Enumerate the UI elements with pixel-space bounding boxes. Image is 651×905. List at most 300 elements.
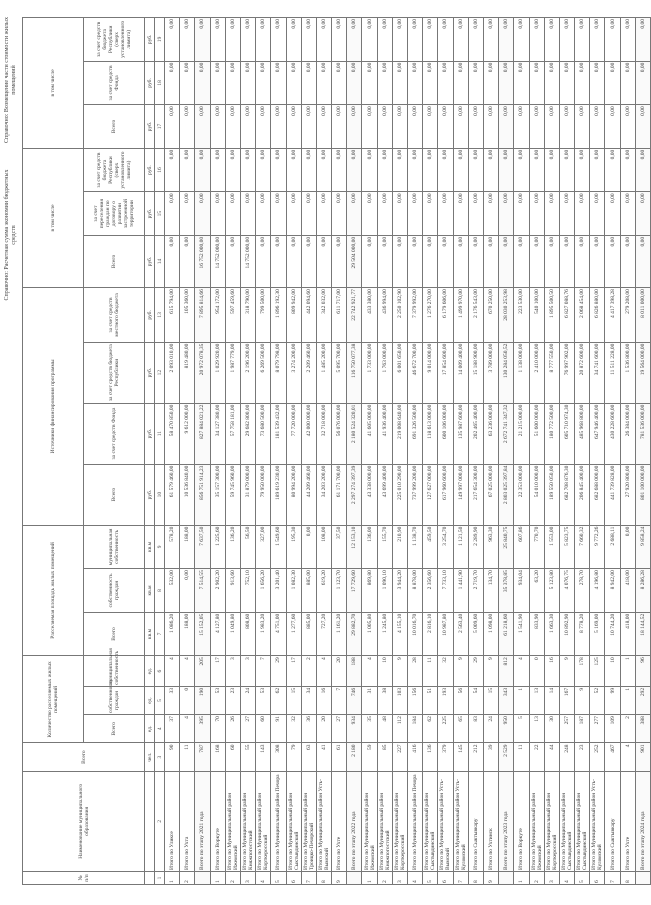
value-cell: 0,00 bbox=[620, 61, 635, 105]
value-cell: 0,00 bbox=[605, 105, 620, 149]
value-cell: 0,00 bbox=[240, 148, 255, 192]
value-cell: 0,00 bbox=[362, 18, 377, 62]
municipality-name: Всего по этапу 2023 года bbox=[499, 771, 514, 871]
value-cell: 963,30 bbox=[483, 525, 498, 569]
value-cell: 605 710 974,30 bbox=[559, 403, 574, 464]
value-cell: 0,00 bbox=[165, 235, 180, 287]
value-cell: 0,00 bbox=[316, 105, 331, 149]
value-cell: 17 854 600,00 bbox=[438, 342, 453, 403]
value-cell: 0,00 bbox=[453, 18, 468, 62]
value-cell: 0,00 bbox=[590, 61, 605, 105]
table-row bbox=[438, 18, 453, 885]
value-cell: 134,70 bbox=[483, 569, 498, 613]
column-number-cell: 2 bbox=[155, 771, 165, 871]
value-cell: 0,00 bbox=[271, 192, 286, 236]
value-cell: 10 bbox=[377, 656, 392, 687]
value-cell: 4 417 398,28 bbox=[605, 288, 620, 342]
value-cell: 0,00 bbox=[180, 18, 195, 62]
value-cell: 39 bbox=[483, 743, 498, 771]
value-cell: 125 bbox=[590, 656, 605, 687]
municipality-name: Итого по Муниципальный район Сыктывдинский bbox=[559, 771, 574, 871]
value-cell: 0,00 bbox=[605, 18, 620, 62]
row-number: 4 bbox=[408, 871, 423, 884]
value-cell: 0,00 bbox=[453, 235, 468, 287]
value-cell: 885,00 bbox=[301, 612, 316, 656]
value-cell: 0,00 bbox=[635, 148, 650, 192]
value-cell: 0,00 bbox=[559, 18, 574, 62]
row-number: 4 bbox=[256, 871, 271, 884]
value-cell: 0,00 bbox=[195, 105, 210, 149]
value-cell: 14 752 000,00 bbox=[210, 235, 225, 287]
finance-local-header: за счет средств местного бюджета bbox=[84, 288, 145, 342]
value-cell: 0,00 bbox=[332, 105, 347, 149]
value-cell: 7 bbox=[332, 686, 347, 714]
value-cell: 90 bbox=[165, 743, 180, 771]
value-cell: 14 bbox=[544, 686, 559, 714]
column-number-cell: 16 bbox=[155, 148, 165, 192]
value-cell: 0,00 bbox=[499, 61, 514, 105]
value-cell: 7 bbox=[256, 656, 271, 687]
value-cell: 727,20 bbox=[316, 612, 331, 656]
value-cell: 63 bbox=[301, 743, 316, 771]
saving-group-header: в том числе bbox=[23, 148, 84, 287]
count-own-header: собственность граждан bbox=[84, 686, 145, 714]
value-cell: 6 827 088,76 bbox=[559, 288, 574, 342]
value-cell: 0,00 bbox=[210, 105, 225, 149]
municipality-name: Итого по Муниципальный район Печора bbox=[271, 771, 286, 871]
value-cell: 0,00 bbox=[483, 148, 498, 192]
row-number: 3 bbox=[392, 871, 407, 884]
value-cell: 227 bbox=[392, 743, 407, 771]
value-cell: 0,00 bbox=[559, 235, 574, 287]
value-cell: 0,00 bbox=[559, 192, 574, 236]
value-cell: 869,80 bbox=[362, 569, 377, 613]
row-number: 8 bbox=[620, 871, 635, 884]
row-number: 8 bbox=[468, 871, 483, 884]
value-cell: 205 bbox=[195, 656, 210, 687]
value-cell: 91 bbox=[271, 715, 286, 743]
value-cell: 0,00 bbox=[620, 235, 635, 287]
row-number: 1 bbox=[210, 871, 225, 884]
row-number: 5 bbox=[575, 871, 590, 884]
value-cell: 3 bbox=[225, 656, 240, 687]
value-cell: 0,00 bbox=[301, 235, 316, 287]
value-cell: 4 bbox=[180, 715, 195, 743]
value-cell: 737 999 200,00 bbox=[408, 464, 423, 525]
value-cell: 1 541,90 bbox=[514, 612, 529, 656]
column-number-cell: 6 bbox=[155, 656, 165, 687]
value-cell: 41 936 400,00 bbox=[377, 403, 392, 464]
value-cell: 0,00 bbox=[635, 235, 650, 287]
value-cell: 4 076,75 bbox=[559, 569, 574, 613]
value-cell: 189 619 230,00 bbox=[271, 464, 286, 525]
value-cell: 2 bbox=[620, 715, 635, 743]
value-cell: 0,00 bbox=[256, 192, 271, 236]
value-cell: 0,00 bbox=[438, 192, 453, 236]
value-cell: 99 bbox=[605, 686, 620, 714]
value-cell: 184 bbox=[408, 715, 423, 743]
municipality-name: Итого по Муниципальный район Усть-Куломский bbox=[453, 771, 468, 871]
value-cell: 3 944,20 bbox=[392, 569, 407, 613]
value-cell: 53 bbox=[256, 686, 271, 714]
value-cell: 2 688,11 bbox=[605, 525, 620, 569]
finance-total-header: Всего bbox=[84, 464, 145, 525]
value-cell: 0,00 bbox=[438, 148, 453, 192]
value-cell: 0,00 bbox=[408, 61, 423, 105]
value-cell: 3 201,40 bbox=[271, 569, 286, 613]
value-cell: 0,00 bbox=[256, 18, 271, 62]
value-cell: 225 010 290,00 bbox=[392, 464, 407, 525]
municipality-name: Итого по Уликсе bbox=[165, 771, 180, 871]
value-cell: 615 794,00 bbox=[165, 288, 180, 342]
value-cell: 29 bbox=[468, 656, 483, 687]
column-number-cell: 11 bbox=[155, 403, 165, 464]
value-cell: 0,00 bbox=[301, 148, 316, 192]
value-cell: 10 bbox=[605, 656, 620, 687]
value-cell: 0,00 bbox=[605, 192, 620, 236]
municipality-name: Итого по Муниципальный район Сыктывдинский bbox=[575, 771, 590, 871]
value-cell: 0,00 bbox=[635, 61, 650, 105]
value-cell: 0,00 bbox=[392, 235, 407, 287]
value-cell: 1 983,20 bbox=[256, 612, 271, 656]
table-row bbox=[453, 18, 468, 885]
value-cell: 0,00 bbox=[240, 192, 255, 236]
value-cell: 187 bbox=[575, 715, 590, 743]
municipality-name: Итого по Муниципальный район Усть-Куломский bbox=[590, 771, 605, 871]
value-cell: 180 772 500,00 bbox=[544, 403, 559, 464]
value-cell: 8 011 000,00 bbox=[635, 288, 650, 342]
value-cell: 41 605 000,00 bbox=[362, 403, 377, 464]
value-cell: 0,00 bbox=[332, 61, 347, 105]
value-cell: 0,00 bbox=[514, 18, 529, 62]
value-cell: 0,00 bbox=[423, 105, 438, 149]
value-cell: 0,00 bbox=[347, 18, 362, 62]
value-cell: 20 bbox=[316, 715, 331, 743]
value-cell: 14 752 000,00 bbox=[240, 235, 255, 287]
value-cell: 0,00 bbox=[286, 148, 301, 192]
unit-cell: руб. bbox=[145, 464, 155, 525]
value-cell: 0,00 bbox=[301, 18, 316, 62]
reference2-group-caption: Справочно: Возмещение части стоимости жилых помещений bbox=[4, 17, 17, 143]
value-cell: 22 bbox=[529, 743, 544, 771]
value-cell: 0,00 bbox=[423, 148, 438, 192]
value-cell: 2 356,60 bbox=[423, 569, 438, 613]
value-cell: 0,00 bbox=[620, 525, 635, 569]
value-cell: 2 902,20 bbox=[210, 569, 225, 613]
value-cell: 1 121,50 bbox=[453, 525, 468, 569]
row-number: 7 bbox=[453, 871, 468, 884]
value-cell: 809 942,00 bbox=[286, 288, 301, 342]
value-cell: 210,90 bbox=[392, 525, 407, 569]
value-cell: 37,50 bbox=[332, 525, 347, 569]
value-cell: 7 379 992,00 bbox=[408, 288, 423, 342]
value-cell: 0,00 bbox=[438, 235, 453, 287]
value-cell: 0,00 bbox=[408, 105, 423, 149]
value-cell: 418,00 bbox=[620, 612, 635, 656]
value-cell: 53 bbox=[210, 686, 225, 714]
value-cell: 6 826 880,00 bbox=[590, 288, 605, 342]
unit-cell: руб. bbox=[145, 105, 155, 149]
row-number: 7 bbox=[301, 871, 316, 884]
row-number: 8 bbox=[316, 871, 331, 884]
value-cell: 16 bbox=[544, 656, 559, 687]
value-cell: 219 008 640,00 bbox=[392, 403, 407, 464]
value-cell: 252 bbox=[590, 743, 605, 771]
value-cell: 31 879 000,00 bbox=[240, 464, 255, 525]
value-cell: 51 600 000,00 bbox=[529, 403, 544, 464]
column-number-cell: 9 bbox=[155, 525, 165, 569]
value-cell: 15 152,05 bbox=[195, 612, 210, 656]
value-cell: 33 bbox=[165, 686, 180, 714]
value-cell: 0,00 bbox=[165, 192, 180, 236]
value-cell: 1 245,80 bbox=[377, 612, 392, 656]
value-cell: 23 bbox=[225, 686, 240, 714]
value-cell: 21 215 000,00 bbox=[514, 403, 529, 464]
value-cell: 67 025 000,00 bbox=[483, 464, 498, 525]
value-cell: 418,00 bbox=[620, 569, 635, 613]
value-cell: 62 bbox=[271, 686, 286, 714]
value-cell: 2 297 274 397,39 bbox=[347, 464, 362, 525]
unit-cell: руб. bbox=[145, 61, 155, 105]
value-cell: 540 100,00 bbox=[529, 288, 544, 342]
value-cell: 799 500,00 bbox=[256, 288, 271, 342]
value-cell: 0,00 bbox=[514, 148, 529, 192]
value-cell: 17 bbox=[210, 656, 225, 687]
row-number: 5 bbox=[423, 871, 438, 884]
value-cell: 103 bbox=[392, 686, 407, 714]
value-cell: 833,90 bbox=[529, 612, 544, 656]
value-cell: 1 276 270,00 bbox=[423, 288, 438, 342]
value-cell: 2 180 524 320,01 bbox=[347, 403, 362, 464]
column-number-cell: 8 bbox=[155, 569, 165, 613]
value-cell: 30 bbox=[544, 715, 559, 743]
value-cell: 0,00 bbox=[590, 235, 605, 287]
value-cell: 2 068 454,00 bbox=[575, 288, 590, 342]
col-no-header: № п/п bbox=[23, 871, 145, 884]
value-cell: 0,00 bbox=[240, 105, 255, 149]
value-cell: 0,00 bbox=[301, 192, 316, 236]
value-cell: 8 878,00 bbox=[408, 569, 423, 613]
value-cell: 20 972 078,35 bbox=[195, 342, 210, 403]
value-cell: 0,00 bbox=[225, 105, 240, 149]
value-cell: 0,00 bbox=[165, 18, 180, 62]
value-cell: 1 225,60 bbox=[210, 525, 225, 569]
value-cell: 34 127 380,00 bbox=[210, 403, 225, 464]
table-row bbox=[423, 18, 438, 885]
table-row bbox=[271, 18, 286, 885]
value-cell: 20 bbox=[332, 656, 347, 687]
value-cell: 343 bbox=[499, 686, 514, 714]
value-cell: 2 093 010,00 bbox=[165, 342, 180, 403]
value-cell: 0,00 bbox=[559, 105, 574, 149]
value-cell: 0,00 bbox=[286, 61, 301, 105]
value-cell: 0,00 bbox=[605, 235, 620, 287]
value-cell: 27 bbox=[240, 715, 255, 743]
value-cell: 0,00 bbox=[575, 105, 590, 149]
value-cell: 0,00 bbox=[514, 61, 529, 105]
value-cell: 188,00 bbox=[180, 525, 195, 569]
value-cell: 36 bbox=[301, 715, 316, 743]
value-cell: 379 bbox=[438, 743, 453, 771]
table-row bbox=[392, 18, 407, 885]
value-cell: 96 bbox=[635, 656, 650, 687]
value-cell: 0,00 bbox=[225, 192, 240, 236]
value-cell: 10 987,80 bbox=[438, 612, 453, 656]
municipality-name: Итого по Муниципальный район Корткеросский bbox=[256, 771, 271, 871]
column-number-cell: 18 bbox=[155, 61, 165, 105]
table-row bbox=[286, 18, 301, 885]
value-cell: 15 bbox=[483, 686, 498, 714]
value-cell: 28 030 253,98 bbox=[499, 288, 514, 342]
value-cell: 0,00 bbox=[408, 235, 423, 287]
value-cell: 2 410 000,00 bbox=[529, 342, 544, 403]
value-cell: 0,00 bbox=[438, 105, 453, 149]
value-cell: 485 968 800,00 bbox=[575, 403, 590, 464]
value-cell: 34 203 200,00 bbox=[316, 464, 331, 525]
value-cell: 9 612 000,00 bbox=[180, 403, 195, 464]
value-cell: 0,00 bbox=[165, 148, 180, 192]
value-cell: 0,00 bbox=[392, 192, 407, 236]
value-cell: 0,00 bbox=[559, 148, 574, 192]
value-cell: 0,00 bbox=[165, 105, 180, 149]
value-cell: 600 106 000,00 bbox=[438, 403, 453, 464]
value-cell: 0,00 bbox=[362, 192, 377, 236]
value-cell: 25 840,75 bbox=[499, 525, 514, 569]
value-cell: 136,20 bbox=[225, 525, 240, 569]
value-cell: 1 656,20 bbox=[256, 569, 271, 613]
value-cell: 35 157 300,00 bbox=[210, 464, 225, 525]
comp-total-header: Всего bbox=[84, 105, 145, 149]
value-cell: 1 895 500,50 bbox=[544, 288, 559, 342]
value-cell: 9 bbox=[559, 656, 574, 687]
value-cell: 0,00 bbox=[544, 148, 559, 192]
value-cell: 0,00 bbox=[377, 61, 392, 105]
value-cell: 43 338 000,00 bbox=[362, 464, 377, 525]
value-cell: 4 bbox=[362, 656, 377, 687]
value-cell: 29 bbox=[271, 656, 286, 687]
value-cell: 6 269 500,00 bbox=[256, 342, 271, 403]
value-cell: 9 772,26 bbox=[590, 525, 605, 569]
value-cell: 155,70 bbox=[377, 525, 392, 569]
value-cell: 1 553,00 bbox=[544, 525, 559, 569]
value-cell: 0,00 bbox=[195, 18, 210, 62]
value-cell: 26 384 000,00 bbox=[620, 403, 635, 464]
value-cell: 1 485 200,00 bbox=[316, 342, 331, 403]
value-cell: 808,60 bbox=[240, 612, 255, 656]
value-cell: 167 bbox=[559, 686, 574, 714]
value-cell: 0,00 bbox=[590, 192, 605, 236]
unit-cell: руб. bbox=[145, 18, 155, 62]
value-cell: 279 208,00 bbox=[620, 288, 635, 342]
unit-cell: руб. bbox=[145, 192, 155, 236]
value-cell: 61 bbox=[332, 743, 347, 771]
value-cell: 0,00 bbox=[590, 18, 605, 62]
row-number bbox=[347, 871, 362, 884]
value-cell: 181 539 432,00 bbox=[271, 403, 286, 464]
value-cell: 752,10 bbox=[240, 569, 255, 613]
value-cell: 0,00 bbox=[377, 105, 392, 149]
value-cell: 0,00 bbox=[453, 105, 468, 149]
row-number: 1 bbox=[165, 871, 180, 884]
municipality-name: Итого по Сыктывкару bbox=[468, 771, 483, 871]
value-cell: 0,00 bbox=[499, 18, 514, 62]
value-cell: 27 bbox=[332, 715, 347, 743]
value-cell: 0,00 bbox=[620, 18, 635, 62]
value-cell: 433 380,00 bbox=[362, 288, 377, 342]
value-cell: 8 777 550,00 bbox=[544, 342, 559, 403]
table-row bbox=[575, 18, 590, 885]
row-number: 2 bbox=[225, 871, 240, 884]
reference-group-caption: Справочно: Расчетная сумма экономии бюджетных средств bbox=[4, 169, 17, 301]
row-number bbox=[499, 871, 514, 884]
value-cell: 5 095 700,00 bbox=[332, 342, 347, 403]
value-cell: 0,00 bbox=[316, 61, 331, 105]
value-cell: 1 005,80 bbox=[362, 612, 377, 656]
value-cell: 7 514,55 bbox=[195, 569, 210, 613]
value-cell: 682 708 876,30 bbox=[559, 464, 574, 525]
row-number: 1 bbox=[514, 871, 529, 884]
value-cell: 0,00 bbox=[483, 235, 498, 287]
value-cell: 913,60 bbox=[225, 569, 240, 613]
value-cell: 44 209 460,00 bbox=[301, 464, 316, 525]
value-cell: 0,00 bbox=[316, 235, 331, 287]
value-cell: 0,00 bbox=[377, 148, 392, 192]
value-cell: 189 550 050,00 bbox=[544, 464, 559, 525]
value-cell: 188,00 bbox=[180, 612, 195, 656]
table-row bbox=[559, 18, 574, 885]
value-cell: 9 bbox=[483, 656, 498, 687]
value-cell: 0,00 bbox=[544, 105, 559, 149]
value-cell: 0,00 bbox=[195, 61, 210, 105]
column-number-cell: 15 bbox=[155, 192, 165, 236]
value-cell: 0,00 bbox=[286, 235, 301, 287]
value-cell: 0,00 bbox=[499, 148, 514, 192]
value-cell: 0,00 bbox=[544, 235, 559, 287]
value-cell: 0,00 bbox=[453, 192, 468, 236]
value-cell: 954 172,00 bbox=[210, 288, 225, 342]
value-cell: 17 729,60 bbox=[347, 569, 362, 613]
column-number-cell: 12 bbox=[155, 342, 165, 403]
value-cell: 0,00 bbox=[453, 148, 468, 192]
value-cell: 308 bbox=[271, 743, 286, 771]
value-cell: 41 bbox=[316, 743, 331, 771]
value-cell: 51 bbox=[423, 686, 438, 714]
column-number-cell: 3 bbox=[155, 743, 165, 771]
value-cell: 1 161,20 bbox=[332, 612, 347, 656]
row-number: 2 bbox=[529, 871, 544, 884]
value-cell: 277 bbox=[590, 715, 605, 743]
value-cell: 34 bbox=[301, 686, 316, 714]
value-cell: 7 733,10 bbox=[438, 569, 453, 613]
row-number: 9 bbox=[483, 871, 498, 884]
value-cell: 0,00 bbox=[332, 18, 347, 62]
area-municipal-header: муниципальная собственность bbox=[84, 525, 145, 569]
value-cell: 116 750 077,38 bbox=[347, 342, 362, 403]
value-cell: 143 bbox=[256, 743, 271, 771]
value-cell: 19 564 000,00 bbox=[635, 342, 650, 403]
row-number: 9 bbox=[332, 871, 347, 884]
value-cell: 0,00 bbox=[635, 18, 650, 62]
value-cell: 0,00 bbox=[544, 18, 559, 62]
row-number: 2 bbox=[180, 871, 195, 884]
value-cell: 578,20 bbox=[165, 525, 180, 569]
row-number: 3 bbox=[544, 871, 559, 884]
value-cell: 8 778,20 bbox=[575, 612, 590, 656]
value-cell: 0,00 bbox=[271, 148, 286, 192]
municipality-name: Итого по Сыктывкару bbox=[605, 771, 620, 871]
value-cell: 0,00 bbox=[332, 235, 347, 287]
value-cell: 0,00 bbox=[225, 235, 240, 287]
